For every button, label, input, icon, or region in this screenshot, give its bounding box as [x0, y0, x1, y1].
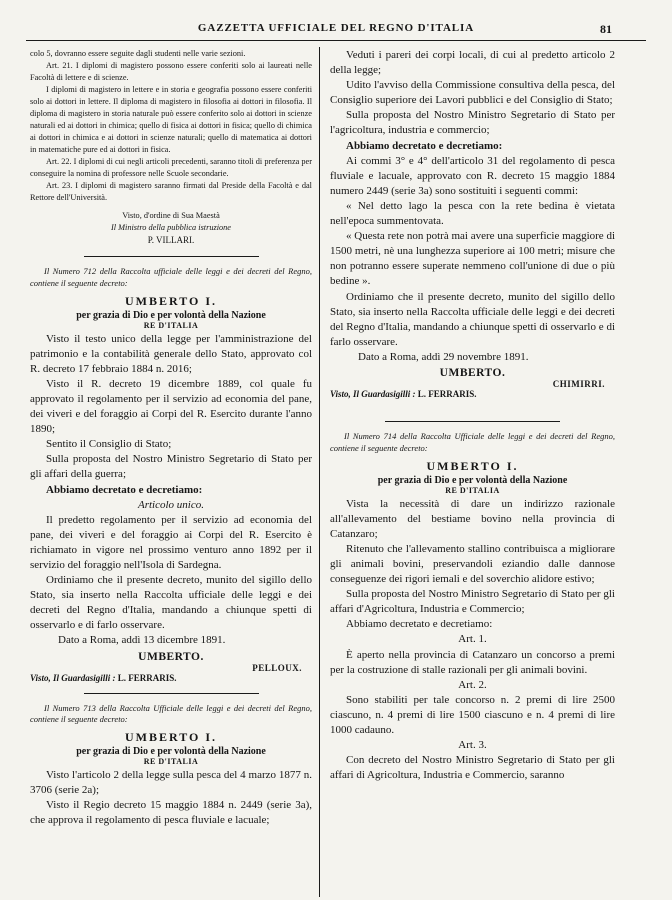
guardasigilli-visto [30, 673, 312, 683]
decree-paragraph: Sentito il Consiglio di Stato; [46, 438, 172, 451]
prev-paragraph: I diplomi di magistero in lettere e in storia e geografia possono essere conferiti solo ai dottori in lettere. Il diploma di magistero in filosofia ai dottori in filosofia. Il diploma di magistero in storia naturale può essere conferito solo ai dottori in scienze naturali ed ai dottori in chimica; quello di fisica ai dottori in fisica; quello di chimica ai dottori in chimica e ai dottori in scienze naturali; quello di matematica ai dottori in matematiche pure ed ai dottori in fisica. [30, 85, 312, 154]
section-separator [84, 693, 259, 694]
grace-formula: per grazia di Dio e per volontà della Nazione [76, 746, 266, 758]
decree-body [30, 768, 312, 828]
decree-paragraph: Sulla proposta del Nostro Ministro Segretario di Stato per gli affari della guerra; [30, 453, 312, 481]
decree-body [330, 48, 615, 365]
visto-label: Visto, Il Guardasigilli : [330, 388, 416, 399]
decree-paragraph: Udito l'avviso della Commissione consultiva della pesca, del Consiglio superiore dei Lavori pubblici e del Consiglio di Stato; [330, 79, 615, 107]
prev-paragraph: Art. 23. I diplomi di magistero saranno firmati dal Preside della Facoltà e dal Rettore dell'Università. [30, 181, 312, 202]
article-heading: Articolo unico. [138, 498, 204, 511]
column-divider [319, 47, 320, 897]
decree-713-continued [330, 48, 615, 399]
minister-title: Il Ministro della pubblica istruzione [111, 223, 231, 232]
grace-formula: per grazia di Dio e per volontà della Nazione [76, 309, 266, 321]
decree-body [330, 497, 615, 784]
section-separator [84, 256, 259, 257]
decree-paragraph: Ordiniamo che il presente decreto, munito del sigillo dello Stato, sia inserto nella Raccolta ufficiale delle leggi e dei decreti del Regno d'Italia, mandando a chiunque spetti di osservarlo e di farlo osservare. [30, 574, 312, 632]
decree-intro: Il Numero 714 della Raccolta Ufficiale delle leggi e dei decreti del Regno, contiene il seguente decreto: [330, 430, 615, 453]
minister-signature: PELLOUX. [252, 662, 302, 673]
prev-paragraph: colo 5, dovranno essere seguite dagli studenti nelle varie sezioni. [30, 49, 246, 58]
minister-name: P. VILLARI. [147, 235, 195, 245]
king-heading: UMBERTO I. [426, 458, 519, 473]
minister-signature: CHIMIRRI. [552, 378, 605, 389]
article-heading: Art. 2. [458, 678, 487, 691]
decree-paragraph: Visto il testo unico della legge per l'amministrazione del patrimonio e la contabilità generale dello Stato, approvato col R. decreto 17 febbraio 1884 n. 2016; [30, 332, 312, 375]
article-heading: Art. 1. [458, 633, 487, 646]
decree-formula: Abbiamo decretato e decretiamo: [46, 483, 203, 496]
decree-date: Dato a Roma, addì 29 novembre 1891. [358, 350, 529, 363]
king-heading: UMBERTO I. [124, 293, 218, 308]
article-text: È aperto nella provincia di Catanzaro un concorso a premi per la costruzione di stalle razionali per gli animali bovini. [330, 648, 615, 676]
king-title: RE D'ITALIA [143, 320, 199, 330]
header-rule [26, 40, 646, 41]
decree-paragraph: Sulla proposta del Nostro Ministro Segretario di Stato per l'agricoltura, industria e commercio; [330, 109, 615, 137]
decree-paragraph: Vista la necessità di dare un indirizzo razionale all'allevamento del bestiame bovino nella provincia di Catanzaro; [330, 497, 615, 540]
decree-paragraph: Ai commi 3° e 4° dell'articolo 31 del regolamento di pesca fluviale e lacuale, approvato con R. decreto 15 maggio 1884 numero 2449 (serie 3a) sono sostituiti i seguenti commi: [330, 154, 615, 197]
decree-paragraph: « Questa rete non potrà mai avere una superficie maggiore di 1500 metri, nè una lunghezza superiore ai 100 metri; misure che non potranno essere superate nemmeno coll'unione di due o più bedine ». [330, 230, 615, 288]
decree-paragraph: Visto il R. decreto 19 dicembre 1889, col quale fu approvato il regolamento per il servizio ad economia del pane, dei viveri e del foraggio ai Corpi del R. Esercito durante l'anno 1890; [30, 377, 312, 436]
decree-paragraph: « Nel detto lago la pesca con la rete bedina è vietata nell'epoca summentovata. [330, 199, 615, 228]
decree-formula: Abbiamo decretato e decretiamo: [346, 139, 503, 152]
visto-name: L. FERRARIS. [417, 388, 477, 399]
right-column [330, 48, 615, 783]
king-title: RE D'ITALIA [143, 757, 199, 767]
decree-date: Dato a Roma, addì 13 dicembre 1891. [58, 634, 226, 647]
decree-formula: Abbiamo decretato e decretiamo: [346, 618, 493, 631]
prev-paragraph: Art. 21. I diplomi di magistero possono essere conferiti solo ai laureati nelle Facoltà di lettere e di scienze. [30, 61, 312, 82]
decree-paragraph: Sulla proposta del Nostro Ministro Segretario di Stato per gli affari d'Agricoltura, Industria e Commercio; [330, 588, 615, 616]
gazette-title: GAZZETTA UFFICIALE DEL REGNO D'ITALIA [197, 22, 475, 34]
article-heading: Art. 3. [458, 739, 487, 752]
left-column [30, 48, 312, 829]
page-header [0, 18, 672, 42]
article-text: Con decreto del Nostro Ministro Segretario di Stato per gli affari di Agricoltura, Industria e Commercio, saranno [330, 754, 615, 782]
visto-label: Visto, Il Guardasigilli : [30, 672, 116, 683]
guardasigilli-visto [330, 389, 615, 399]
decree-paragraph: Visto l'articolo 2 della legge sulla pesca del 4 marzo 1877 n. 3706 (serie 2a); [30, 769, 312, 797]
king-title: RE D'ITALIA [445, 485, 500, 495]
royal-signature: UMBERTO. [439, 366, 506, 379]
visto-name: L. FERRARIS. [117, 672, 177, 683]
decree-paragraph: Visto il Regio decreto 15 maggio 1884 n. 2449 (serie 3a), che approva il regolamento di pesca fluviale e lacuale; [30, 799, 312, 827]
decree-713 [30, 703, 312, 829]
decree-paragraph: Veduti i pareri dei corpi locali, di cui al predetto articolo 2 della legge; [330, 49, 615, 77]
decree-intro: Il Numero 712 della Raccolta ufficiale delle leggi e dei decreti del Regno, contiene il seguente decreto: [30, 266, 312, 288]
decree-714 [330, 431, 615, 783]
decree-intro: Il Numero 713 della Raccolta Ufficiale delle leggi e dei decreti del Regno, contiene il seguente decreto: [30, 702, 312, 725]
royal-signature: UMBERTO. [138, 650, 204, 663]
prev-paragraph: Art. 22. I diplomi di cui negli articoli precedenti, saranno titoli di preferenza per conseguire la nomina di professore nelle Scuole secondarie. [30, 157, 312, 178]
previous-decree-text [30, 48, 312, 246]
decree-712 [30, 266, 312, 683]
decree-paragraph: Ordiniamo che il presente decreto, munito del sigillo dello Stato, sia inserto nella Raccolta ufficiale delle leggi e dei decreti del Regno d'Italia, mandando a chiunque spetti di osservarlo e di farlo osservare. [330, 290, 615, 348]
article-text: Sono stabiliti per tale concorso n. 2 premi di lire 2500 ciascuno, n. 4 premi di lire 1500 ciascuno e n. 4 premi di lire 1000 cadauno. [330, 693, 615, 736]
decree-paragraph: Il predetto regolamento per il servizio ad economia del pane, dei viveri e del foraggio ai Corpi del R. Esercito è richiamato in vigore nel prossimo venturo anno 1892 per il servizio del foraggio nell'Isola di Sardegna. [30, 513, 312, 571]
page-number: 81 [600, 22, 612, 36]
king-heading: UMBERTO I. [124, 730, 218, 745]
section-separator [385, 421, 560, 422]
decree-paragraph: Ritenuto che l'allevamento stallino contribuisca a migliorare gli animali bovini, preservandoli eziandio dalle dannose conseguenze dei rigori iemali e del soverchio alidore estivo; [330, 542, 615, 586]
visto-order: Visto, d'ordine di Sua Maestà [122, 211, 220, 220]
grace-formula: per grazia di Dio e per volontà della Nazione [377, 474, 568, 486]
decree-body [30, 332, 312, 649]
